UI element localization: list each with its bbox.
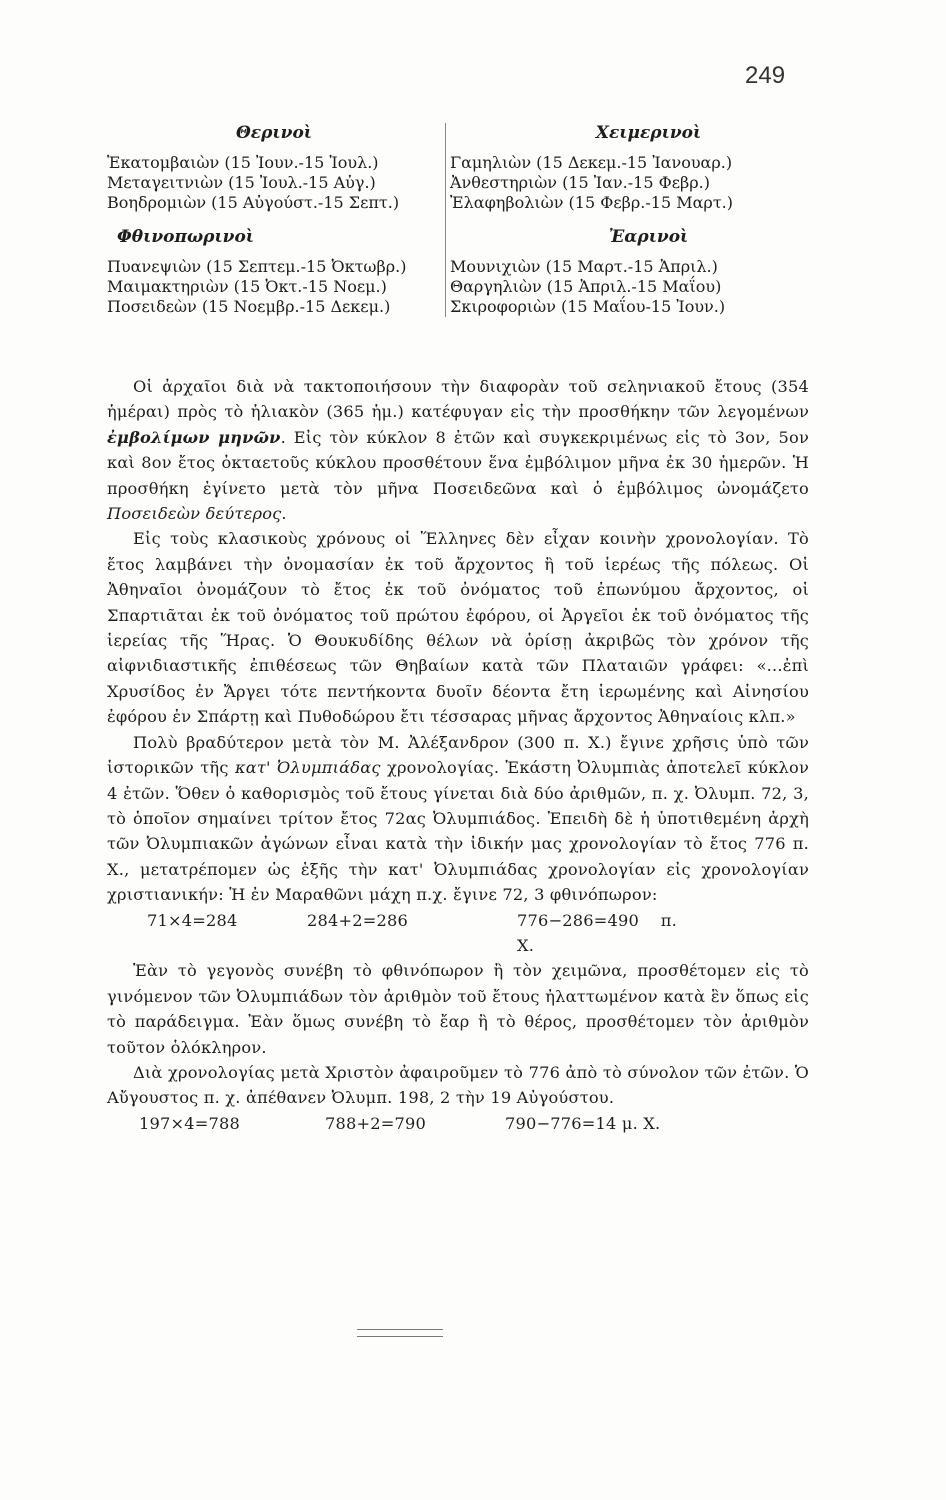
months-right-column — [446, 123, 847, 317]
calculation-line-1 — [107, 908, 809, 959]
month-row: Μουνιχιὼν (15 Μαρτ.-15 Ἀπριλ.) — [450, 257, 718, 276]
month-row: Ποσειδεὼν (15 Νοεμβρ.-15 Δεκεμ.) — [107, 297, 391, 316]
paragraph-ad-chronology: Διὰ χρονολογίας μετὰ Χριστὸν ἀφαιροῦμεν τὸ 776 ἀπὸ τὸ σύνολον τῶν ἐτῶν. Ὁ Αὔγουστος π. χ. ἀπέθανεν Ὀλυμπ. 198, 2 τὴν 19 Αὐγούστου. — [107, 1062, 809, 1108]
month-row: Μεταγειτνιὼν (15 Ἰουλ.-15 Αὐγ.) — [107, 173, 376, 192]
calc-step: 284+2=286 — [307, 910, 409, 930]
paragraph-intercalary-months: Οἱ ἀρχαῖοι διὰ νὰ τακτοποιήσουν τὴν διαφορὰν τοῦ σεληνιακοῦ ἔτους (354 ἡμέραι) πρὸς τὸ ἡλιακὸν (365 ἡμ.) κατέφυγαν εἰς τὴν προσθήκην τῶν λεγομένων ἐμβολίμων μηνῶν. Εἰς τὸν κύκλον 8 ἐτῶν καὶ συγκεκριμένως εἰς τὸ 3ον, 5ον καὶ 8ον ἔτος ὀκταετοῦς κύκλου προσθέτουν ἕνα ἐμβόλιμον μῆνα ἐκ 30 ἡμερῶν. Ἡ προσθήκη ἐγίνετο μετὰ τὸν μῆνα Ποσειδεῶνα καὶ ὁ ἐμβόλιμος ὠνομάζετο Ποσειδεὼν δεύτερος. — [107, 377, 809, 524]
emphasis: Ποσειδεὼν δεύτερος — [107, 504, 282, 524]
end-ornament — [357, 1329, 443, 1337]
autumn-heading: Φθινοπωρινοὶ — [117, 227, 255, 247]
spring-heading: Ἐαρινοὶ — [608, 227, 689, 247]
attic-months-table — [107, 123, 847, 317]
summer-heading: Θερινοὶ — [235, 123, 313, 143]
month-row: Θαργηλιὼν (15 Ἀπριλ.-15 Μαΐου) — [450, 277, 722, 296]
page-number: 249 — [745, 62, 786, 89]
month-row: Ἐλαφηβολιὼν (15 Φεβρ.-15 Μαρτ.) — [450, 193, 733, 212]
month-row: Σκιροφοριὼν (15 Μαΐου-15 Ἰουν.) — [450, 297, 726, 316]
emphasis: ἐμβολίμων μηνῶν — [107, 427, 281, 447]
month-row: Πυανεψιὼν (15 Σεπτεμ.-15 Ὀκτωβρ.) — [107, 257, 407, 276]
month-row: Βοηδρομιὼν (15 Αὐγούστ.-15 Σεπτ.) — [107, 193, 400, 212]
calc-step: 71×4=284 — [147, 910, 238, 930]
calculation-line-2 — [107, 1111, 809, 1136]
paragraph-classical-chronology: Εἰς τοὺς κλασικοὺς χρόνους οἱ Ἕλληνες δὲν εἶχαν κοινὴν χρονολογίαν. Τὸ ἔτος λαμβάνει τὴν ὀνομασίαν ἐκ τοῦ ἄρχοντος ἢ τοῦ ἱερέως τῆς πόλεως. Οἱ Ἀθηναῖοι ὀνομάζουν τὸ ἔτος ἐκ τοῦ ὀνόματος τοῦ ἐπωνύμου ἄρχοντος, οἱ Σπαρτιᾶται ἐκ τοῦ ὀνόματος τοῦ πρώτου ἐφόρου, οἱ Ἀργεῖοι ἐκ τοῦ ὀνόματος τῆς ἱερείας τῆς Ἥρας. Ὁ Θουκυδίδης θέλων νὰ ὁρίσῃ ἀκριβῶς τὸν χρόνον τῆς αἰφνιδιαστικῆς ἐπιθέσεως τῶν Θηβαίων κατὰ τῶν Πλαταιῶν γράφει: «...ἐπὶ Χρυσίδος ἐν Ἄργει τότε πεντήκοντα δυοῖν δέοντα ἔτη ἱερωμένης καὶ Αἰνησίου ἐφόρου ἐν Σπάρτῃ καὶ Πυθοδώρου ἔτι τέσσαρας μῆνας ἄρχοντος Ἀθηναίοις κλπ.» — [107, 529, 809, 727]
winter-heading: Χειμερινοὶ — [595, 123, 702, 143]
calc-step: 197×4=788 — [139, 1113, 241, 1133]
calc-step: 776−286=490 π. Χ. — [517, 910, 677, 955]
month-row: Γαμηλιὼν (15 Δεκεμ.-15 Ἰανουαρ.) — [450, 153, 733, 172]
calc-step: 788+2=790 — [325, 1113, 427, 1133]
month-row: Ἑκατομβαιὼν (15 Ἰουν.-15 Ἰουλ.) — [107, 153, 379, 172]
paragraph-season-rule: Ἐὰν τὸ γεγονὸς συνέβη τὸ φθινόπωρον ἢ τὸν χειμῶνα, προσθέτομεν εἰς τὸ γινόμενον τῶν Ὀλυμπιάδων τὸν ἀριθμὸν τοῦ ἔτους ἠλαττωμένον κατὰ ἓν ὅπως εἰς τὸ παράδειγμα. Ἐὰν ὅμως συνέβη τὸ ἔαρ ἢ τὸ θέρος, προσθέτομεν τὸν ἀριθμὸν τοῦτον ὁλόκληρον. — [107, 961, 809, 1057]
body-text — [107, 374, 809, 1136]
month-row: Μαιμακτηριὼν (15 Ὀκτ.-15 Νοεμ.) — [107, 277, 387, 296]
months-left-column — [107, 123, 446, 317]
calc-step: 790−776=14 μ. Χ. — [505, 1113, 661, 1133]
paragraph-olympiad-chronology: Πολὺ βραδύτερον μετὰ τὸν Μ. Ἀλέξανδρον (300 π. Χ.) ἔγινε χρῆσις ὑπὸ τῶν ἱστορικῶν τῆς κατ' Ὀλυμπιάδας χρονολογίας. Ἑκάστη Ὀλυμπιὰς ἀποτελεῖ κύκλον 4 ἐτῶν. Ὅθεν ὁ καθορισμὸς τοῦ ἔτους γίνεται διὰ δύο ἀριθμῶν, π. χ. Ὀλυμπ. 72, 3, τὸ ὁποῖον σημαίνει τρίτον ἔτος 72ας Ὀλυμπιάδος. Ἐπειδὴ δὲ ἡ ὑποτιθεμένη ἀρχὴ τῶν Ὀλυμπιακῶν ἀγώνων εἶναι κατὰ τὴν ἰδικήν μας χρονολογίαν τὸ ἔτος 776 π. Χ., μετατρέπομεν ὡς ἑξῆς τὴν κατ' Ὀλυμπιάδας χρονολογίαν εἰς χρονολογίαν χριστιανικήν: Ἡ ἐν Μαραθῶνι μάχη π.χ. ἔγινε 72, 3 φθινόπωρον: — [107, 732, 809, 905]
emphasis: κατ' Ὀλυμπιάδας — [234, 758, 381, 778]
month-row: Ἀνθεστηριὼν (15 Ἰαν.-15 Φεβρ.) — [450, 173, 710, 192]
